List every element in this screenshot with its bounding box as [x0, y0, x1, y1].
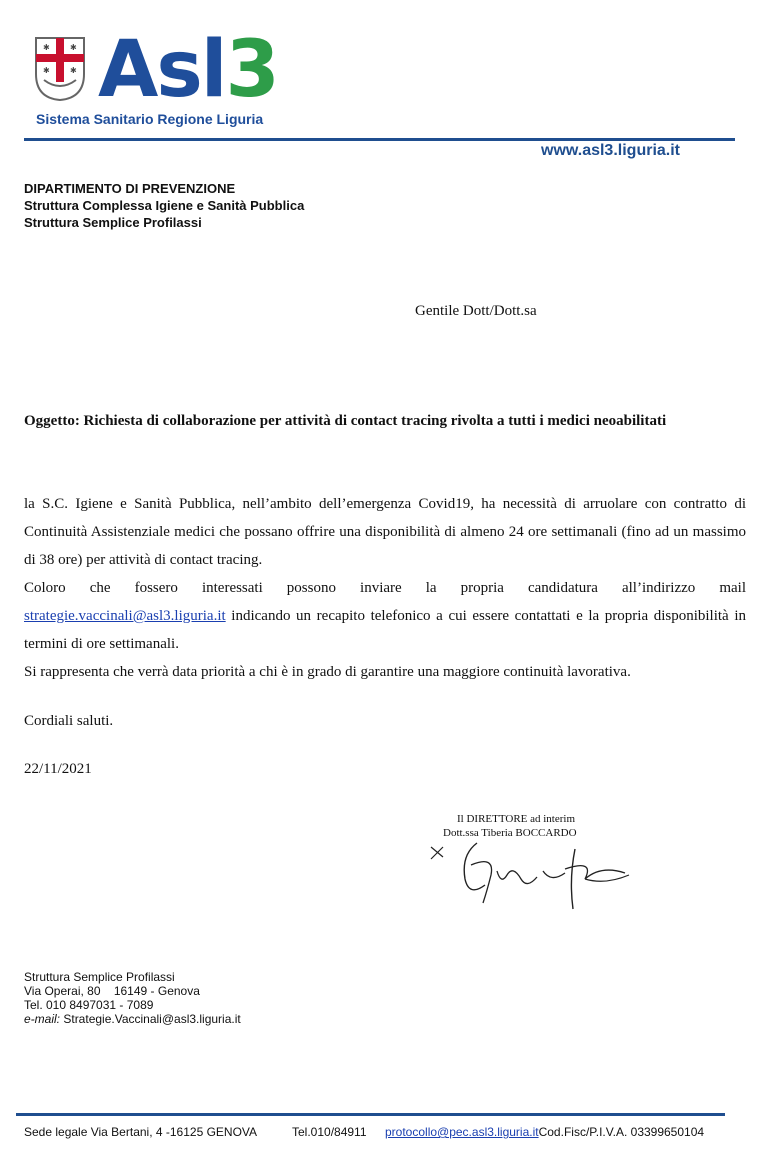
- body-text-span: indicando un recapito telefonico a cui essere contattati e la propria disponibilità in termini di ore settimanali.: [24, 608, 746, 652]
- greeting: Gentile Dott/Dott.sa: [415, 303, 537, 319]
- body-paragraph: Coloro che fossero interessati possono inviare la propria candidatura all’indirizzo mail: [24, 580, 746, 596]
- footer-phone: Tel.010/84911: [292, 1125, 367, 1139]
- footer-bar: [24, 1125, 704, 1139]
- pec-link[interactable]: protocollo@pec.asl3.liguria.it: [385, 1125, 539, 1139]
- logo-wordmark-main: Asl: [98, 25, 226, 115]
- logo-subtitle: Sistema Sanitario Regione Liguria: [36, 111, 264, 127]
- contact-line: Struttura Semplice Profilassi: [24, 970, 175, 984]
- contact-email-line: [24, 1012, 241, 1026]
- asl3-crest-logo: [34, 36, 86, 107]
- department-line: DIPARTIMENTO DI PREVENZIONE: [24, 181, 236, 196]
- logo-wordmark-number: 3: [225, 25, 278, 115]
- header-divider: [24, 138, 735, 141]
- svg-text:✱: ✱: [70, 66, 77, 75]
- footer-divider: [16, 1113, 725, 1116]
- contact-line: Tel. 010 8497031 - 7089: [24, 998, 154, 1012]
- legal-address: Sede legale Via Bertani, 4 -16125 GENOVA: [24, 1125, 258, 1139]
- closing: Cordiali saluti.: [24, 713, 114, 729]
- department-line: Struttura Complessa Igiene e Sanità Pubblica: [24, 198, 305, 213]
- subject-line: Oggetto: Richiesta di collaborazione per attività di contact tracing rivolta a tutti i medici neoabilitati: [24, 413, 667, 429]
- handwritten-signature: [425, 835, 635, 920]
- email-link[interactable]: strategie.vaccinali@asl3.liguria.it: [24, 608, 226, 624]
- office-contact-block: [24, 970, 241, 1026]
- contact-line: Via Operai, 80 16149 - Genova: [24, 984, 200, 998]
- letter-body: [24, 490, 746, 686]
- svg-text:✱: ✱: [70, 43, 77, 52]
- logo-wordmark: [98, 25, 278, 115]
- signatory-title: Il DIRETTORE ad interim: [457, 813, 576, 825]
- email-label: e-mail:: [24, 1012, 61, 1026]
- svg-text:✱: ✱: [43, 66, 50, 75]
- department-block: [24, 180, 304, 231]
- svg-text:✱: ✱: [43, 43, 50, 52]
- body-paragraph: [24, 602, 746, 658]
- letter-date: 22/11/2021: [24, 761, 92, 777]
- body-paragraph: Si rappresenta che verrà data priorità a chi è in grado di garantire una maggiore continuità lavorativa.: [24, 664, 631, 680]
- fiscal-code: Cod.Fisc/P.I.V.A. 03399650104: [538, 1125, 705, 1139]
- email-value: Strategie.Vaccinali@asl3.liguria.it: [60, 1012, 241, 1026]
- website-link[interactable]: www.asl3.liguria.it: [541, 142, 680, 159]
- signatory-name: Dott.ssa Tiberia BOCCARDO: [443, 827, 577, 839]
- body-paragraph: la S.C. Igiene e Sanità Pubblica, nell’ambito dell’emergenza Covid19, ha necessità di arruolare con contratto di Continuità Assistenziale medici che possano offrire una disponibilità di almeno 24 ore settimanali (fino ad un massimo di 38 ore) per attività di contact tracing.: [24, 496, 746, 568]
- department-line: Struttura Semplice Profilassi: [24, 215, 202, 230]
